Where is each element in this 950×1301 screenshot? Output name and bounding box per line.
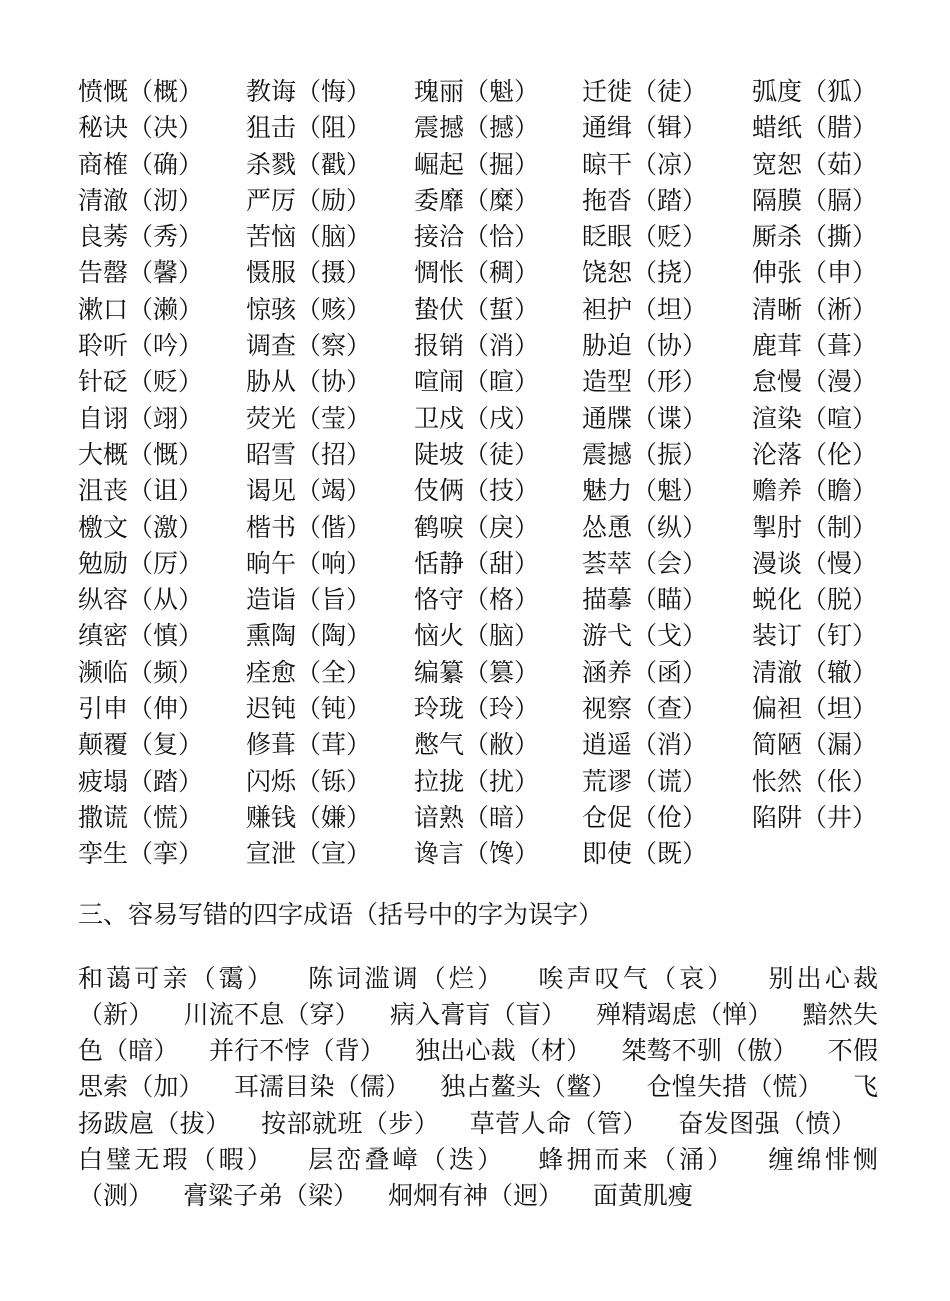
idiom-item: 仓惶失措（慌） (646, 1072, 823, 1102)
word-pair-item: 简陋（漏） (752, 730, 878, 760)
word-pair-item: 清澈（辙） (752, 657, 878, 687)
idiom-item: 独出心裁（材） (415, 1036, 592, 1066)
word-pair-item: 伎俩（技） (414, 476, 540, 506)
word-pair-item: 谗言（馋） (414, 839, 540, 869)
word-pair-item: 告罄（馨） (78, 258, 204, 288)
word-pair-item: 惆怅（稠） (414, 258, 540, 288)
word-pair-item: 偏袒（坦） (752, 694, 878, 724)
word-pair-item: 编纂（篡） (414, 657, 540, 687)
word-pair-item: 委靡（糜） (414, 185, 540, 215)
word-pair-item: 痊愈（全） (246, 657, 372, 687)
idiom-item: 并行不悖（背） (208, 1036, 386, 1066)
word-pair-item: 纵容（从） (78, 585, 204, 615)
word-pair-item: 鹤唳（戾） (414, 512, 540, 542)
idiom-item: 飞扬跋扈（拔） (78, 1072, 878, 1138)
word-pair-item: 描摹（瞄） (582, 585, 708, 615)
word-pair-item: 崛起（掘） (414, 149, 540, 179)
idiom-item: 缠绵悱恻（测） (78, 1145, 878, 1211)
idiom-item: 耳濡目染（儒） (233, 1072, 411, 1102)
word-pair-item: 游弋（戈） (582, 621, 708, 651)
word-pair-item: 漫谈（慢） (752, 548, 878, 578)
word-pair-item: 饶恕（挠） (582, 258, 708, 288)
word-pair-item: 拖沓（踏） (582, 185, 708, 215)
word-pair-item: 涵养（函） (582, 657, 708, 687)
word-pair-item: 即使（既） (582, 839, 708, 869)
word-pair-item: 怠慢（漫） (752, 367, 878, 397)
word-pair-item: 拉拢（扰） (414, 766, 540, 796)
word-pair-item: 教诲（悔） (246, 77, 372, 106)
word-pair-item: 陷阱（井） (752, 802, 878, 832)
word-pair-item: 接洽（恰） (414, 222, 540, 252)
word-pair-item: 惊骇（赅） (246, 294, 372, 324)
word-pair-item: 震撼（撼） (414, 113, 540, 143)
word-pair-item: 恪守（格） (414, 585, 540, 615)
word-pair-item: 逍遥（消） (582, 730, 708, 760)
word-pair-item: 疲塌（踏） (78, 766, 204, 796)
word-pair-item: 缜密（慎） (78, 621, 204, 651)
word-pair-item: 荟萃（会） (582, 548, 708, 578)
idiom-item: 层峦叠嶂（迭） (308, 1145, 506, 1175)
idiom-item: 黯然失色（暗） (78, 999, 878, 1066)
word-pair-item: 鹿茸（葺） (752, 331, 878, 361)
word-pair-item: 沮丧（诅） (78, 476, 204, 506)
idiom-item: 殚精竭虑（惮） (596, 999, 773, 1029)
idiom-item: 面黄肌瘦 (592, 1181, 693, 1211)
word-pair-item: 漱口（濑） (78, 294, 204, 324)
word-pair-item: 濒临（频） (78, 657, 204, 687)
word-pair-item: 袒护（坦） (582, 294, 708, 324)
word-pair-item: 撒谎（慌） (78, 802, 204, 832)
word-pair-item: 造诣（旨） (246, 585, 372, 615)
word-pair-item: 愤慨（概） (78, 77, 204, 106)
idiom-item: 白璧无瑕（暇） (78, 1145, 276, 1175)
word-pair-item: 慑服（摄） (246, 258, 372, 288)
word-pair-item: 昭雪（招） (246, 439, 372, 469)
word-pair-item: 瑰丽（魁） (414, 77, 540, 106)
word-pair-item: 良莠（秀） (78, 222, 204, 252)
word-pair-item: 杀戮（戳） (246, 149, 372, 179)
word-pair-item: 针砭（贬） (78, 367, 204, 397)
idiom-item: 别出心裁（新） (78, 963, 878, 1029)
word-pair-item: 商榷（确） (78, 149, 204, 179)
word-pair-item: 颠覆（复） (78, 730, 204, 760)
word-pair-item: 仓促（伧） (582, 802, 708, 832)
idiom-item: 和蔼可亲（霭） (78, 963, 276, 993)
idiom-item: 陈词滥调（烂） (308, 963, 506, 993)
word-pair-item: 大概（慨） (78, 439, 204, 469)
idiom-item: 不假思索（加） (78, 1036, 878, 1102)
word-pair-item: 引申（伸） (78, 694, 204, 724)
word-pair-item: 卫戍（戌） (414, 403, 540, 433)
word-pair-item: 弧度（狐） (752, 77, 878, 106)
word-pair-item: 楷书（偕） (246, 512, 372, 542)
idiom-item: 蜂拥而来（涌） (538, 1145, 736, 1175)
idiom-item: 膏粱子弟（梁） (182, 1181, 358, 1211)
word-pair-item: 赚钱（嫌） (246, 802, 372, 832)
idiom-item: 唉声叹气（哀） (538, 963, 736, 993)
word-pair-item: 恼火（脑） (414, 621, 540, 651)
section-heading: 三、容易写错的四字成语（括号中的字为误字） (78, 899, 604, 929)
idiom-item: 炯炯有神（迥） (387, 1181, 563, 1211)
word-pair-item: 怂恿（纵） (582, 512, 708, 542)
word-pair-item: 胁迫（协） (582, 331, 708, 361)
idiom-item: 独占鳌头（鳖） (440, 1072, 617, 1102)
word-pair-item: 檄文（激） (78, 512, 204, 542)
word-pair-item: 调查（察） (246, 331, 372, 361)
word-pair-item: 蛰伏（蜇） (414, 294, 540, 324)
word-pair-item: 赡养（瞻） (752, 476, 878, 506)
word-pair-item: 渲染（喧） (752, 403, 878, 433)
word-pair-item: 修葺（茸） (246, 730, 372, 760)
word-pair-item: 狙击（阻） (246, 113, 372, 143)
word-pair-item: 闪烁（铄） (246, 766, 372, 796)
word-pair-item: 隔膜（膈） (752, 185, 878, 215)
word-pair-item: 怅然（伥） (752, 766, 878, 796)
document-page (78, 74, 878, 1215)
word-pair-item: 伸张（申） (752, 258, 878, 288)
word-pair-item: 熏陶（陶） (246, 621, 372, 651)
word-pair-item: 陡坡（徒） (414, 439, 540, 469)
idiom-item: 奋发图强（愤） (678, 1108, 856, 1138)
word-pair-item: 谙熟（暗） (414, 802, 540, 832)
word-pair-item: 震撼（振） (582, 439, 708, 469)
word-pair-item: 晾干（凉） (582, 149, 708, 179)
word-pair-item: 宣泄（宣） (246, 839, 372, 869)
word-pair-item: 荒谬（谎） (582, 766, 708, 796)
word-pair-item: 眨眼（贬） (582, 222, 708, 252)
word-pair-grid (78, 74, 878, 873)
word-pair-item: 通牒（谍） (582, 403, 708, 433)
idiom-item: 病入膏肓（盲） (389, 999, 567, 1029)
word-pair-item: 厮杀（撕） (752, 222, 878, 252)
idiom-item: 桀骜不驯（傲） (621, 1036, 798, 1066)
word-pair-item: 自诩（翊） (78, 403, 204, 433)
word-pair-item: 迁徙（徒） (582, 77, 708, 106)
word-pair-item: 谒见（竭） (246, 476, 372, 506)
word-pair-item: 孪生（挛） (78, 839, 204, 869)
word-pair-item: 苦恼（脑） (246, 222, 372, 252)
word-pair-item: 荧光（莹） (246, 403, 372, 433)
word-pair-item: 通缉（辑） (582, 113, 708, 143)
word-pair-item: 玲珑（玲） (414, 694, 540, 724)
idiom-list (78, 961, 878, 1215)
word-pair-item: 勉励（厉） (78, 548, 204, 578)
word-pair-item: 晌午（响） (246, 548, 372, 578)
word-pair-item: 清晰（淅） (752, 294, 878, 324)
word-pair-item: 蜕化（脱） (752, 585, 878, 615)
idiom-item: 草菅人命（管） (469, 1108, 648, 1138)
word-pair-item: 聆听（吟） (78, 331, 204, 361)
idiom-item: 川流不息（穿） (183, 999, 360, 1029)
word-pair-item: 迟钝（钝） (246, 694, 372, 724)
word-pair-item: 严厉（励） (246, 185, 372, 215)
word-pair-item (752, 836, 882, 872)
word-pair-item: 胁从（协） (246, 367, 372, 397)
idiom-item: 按部就班（步） (261, 1108, 440, 1138)
word-pair-item: 造型（形） (582, 367, 708, 397)
word-pair-item: 魅力（魁） (582, 476, 708, 506)
word-pair-item: 恬静（甜） (414, 548, 540, 578)
word-pair-item: 视察（查） (582, 694, 708, 724)
word-pair-item: 沦落（伦） (752, 439, 878, 469)
word-pair-item: 清澈（沏） (78, 185, 204, 215)
word-pair-item: 蜡纸（腊） (752, 113, 878, 143)
word-pair-item: 装订（钉） (752, 621, 878, 651)
word-pair-item: 宽恕（茹） (752, 149, 878, 179)
word-pair-item: 掣肘（制） (752, 512, 878, 542)
word-pair-item: 报销（消） (414, 331, 540, 361)
word-pair-item: 憋气（敝） (414, 730, 540, 760)
word-pair-item: 秘诀（决） (78, 113, 204, 143)
word-pair-item: 喧闹（暄） (414, 367, 540, 397)
